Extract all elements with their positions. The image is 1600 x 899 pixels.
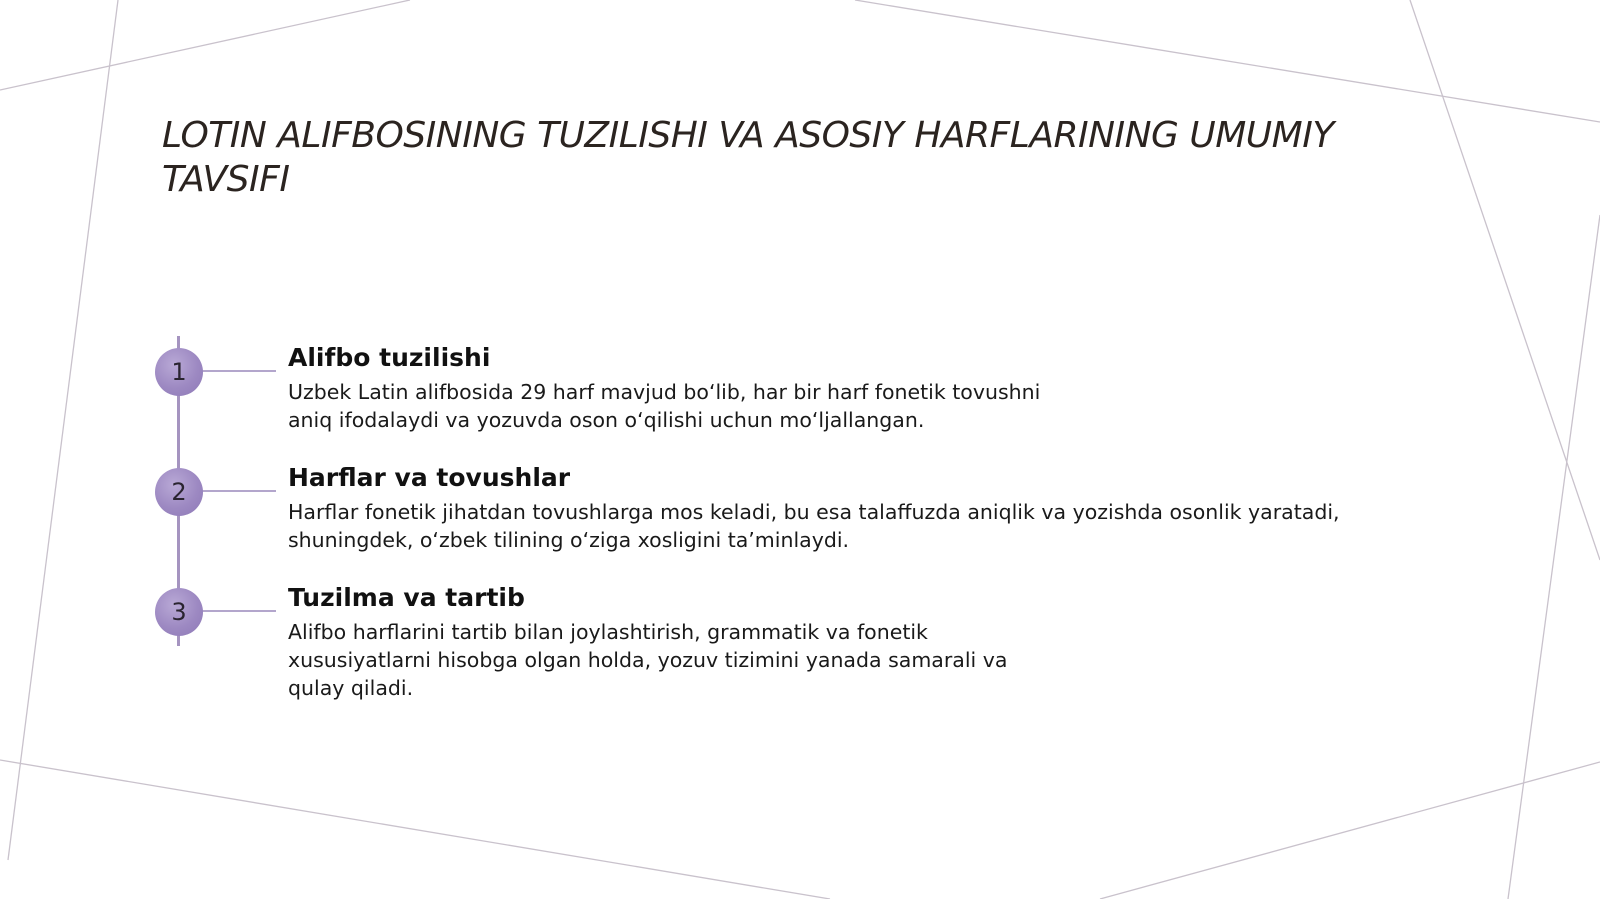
step-connector <box>202 370 276 372</box>
slide-title: LOTIN ALIFBOSINING TUZILISHI VA ASOSIY HARFLARINING UMUMIY TAVSIFI <box>162 115 1334 200</box>
step-connector <box>202 490 276 492</box>
step-title: Harflar va tovushlar <box>288 463 571 492</box>
step-connector <box>202 610 276 612</box>
step-title: Tuzilma va tartib <box>288 583 525 612</box>
step-title: Alifbo tuzilishi <box>288 343 491 372</box>
step-description: Uzbek Latin alifbosida 29 harf mavjud bo‘lib, har bir harf fonetik tovushni aniq ifodalaydi va yozuvda oson o‘qilishi uchun mo‘ljallangan. <box>288 380 1041 432</box>
step-number-badge: 1 <box>155 348 203 396</box>
step-number-badge: 2 <box>155 468 203 516</box>
step-number-badge: 3 <box>155 588 203 636</box>
step-description: Harflar fonetik jihatdan tovushlarga mos keladi, bu esa talaffuzda aniqlik va yozishda osonlik yaratadi, shuningdek, o‘zbek tilining o‘ziga xosligini ta’minlaydi. <box>288 500 1340 552</box>
step-description: Alifbo harflarini tartib bilan joylashtirish, grammatik va fonetik xususiyatlarni hisobga olgan holda, yozuv tizimini yanada samarali va qulay qiladi. <box>288 620 1008 700</box>
